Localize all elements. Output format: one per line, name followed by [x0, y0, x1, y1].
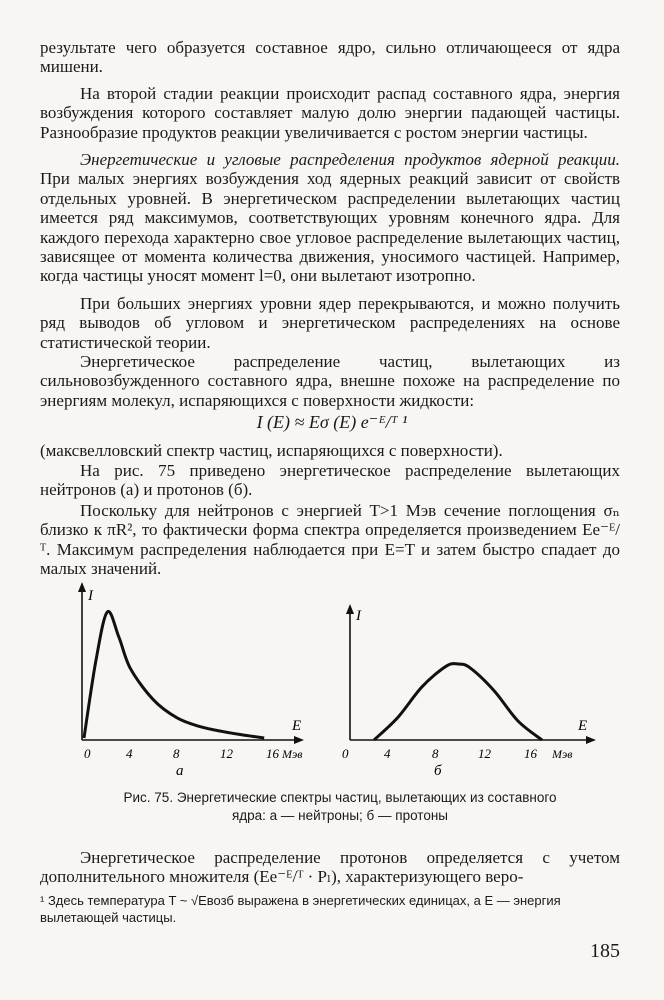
right-y-arrow: [346, 604, 354, 614]
proton-spectrum-curve: [374, 664, 542, 740]
paragraph-9: Энергетическое распределение протонов определяется с учетом дополнительного множителя (Ee⁻ᴱ/ᵀ · Pₗ), характеризующего веро-: [40, 848, 620, 887]
left-xlabel: E: [292, 718, 302, 734]
right-xlabel: E: [578, 718, 588, 734]
left-y-arrow: [78, 582, 86, 592]
paragraph-1: результате чего образуется составное ядро, сильно отличающееся от ядра мишени.: [40, 38, 620, 77]
right-ylabel: I: [356, 608, 361, 624]
paragraph-6: (максвелловский спектр частиц, испаряющихся с поверхности).: [40, 441, 503, 460]
page-number: 185: [590, 940, 620, 962]
right-tick-4: 16: [524, 746, 537, 761]
right-tick-0: 0: [342, 746, 349, 761]
paragraph-4: При больших энергиях уровни ядер перекрываются, и можно получить ряд выводов об угловом и энергетическом распределениях на основе статистической теории.: [40, 294, 620, 352]
left-tick-1: 4: [126, 746, 133, 761]
caption-line-2: ядра: а — нейтроны; б — протоны: [231, 808, 449, 823]
left-x-arrow: [294, 736, 304, 744]
paragraph-5: Энергетическое распределение частиц, вылетающих из сильновозбужденного составного ядра, внешне похоже на распределение по энергиям молекул, испаряющихся с поверхности жидкости:: [40, 352, 620, 410]
paragraph-8: Поскольку для нейтронов с энергией T>1 Мэв сечение поглощения σₙ близко к πR², то фактически форма спектра определяется произведением Ee⁻ᴱ/ᵀ. Максимум распределения наблюдается при E=T и затем быстро спадает до малых значений.: [40, 501, 620, 579]
neutron-spectrum-curve: [84, 611, 264, 738]
right-sublabel: б: [434, 763, 442, 779]
right-tick-1: 4: [384, 746, 391, 761]
neutron-chart: [78, 582, 304, 779]
proton-chart: [342, 604, 596, 779]
caption-line-1: Рис. 75. Энергетические спектры частиц, вылетающих из составного: [123, 790, 557, 805]
right-tick-2: 8: [432, 746, 439, 761]
left-tick-2: 8: [173, 746, 180, 761]
figure-caption: [70, 789, 610, 825]
left-tick-0: 0: [84, 746, 91, 761]
energy-spectra-figure: [60, 580, 620, 790]
footnote: ¹ Здесь температура T ~ √Eвозб выражена в энергетических единицах, а E — энергия вылетающей частицы.: [40, 893, 561, 925]
right-tick-3: 12: [478, 746, 491, 761]
left-ylabel: I: [88, 588, 93, 604]
left-tick-3: 12: [220, 746, 233, 761]
paragraph-3: [40, 150, 620, 286]
section-heading: Энергетические и угловые распределения продуктов ядерной реакции.: [80, 150, 620, 169]
paragraph-2: На второй стадии реакции происходит распад составного ядра, энергия возбуждения которого составляет малую долю энергии падающей частицы. Разнообразие продуктов реакции увеличивается с ростом энергии частицы.: [40, 84, 620, 142]
formula: I (E) ≈ Eσ (E) e⁻ᴱ/ᵀ ¹: [256, 412, 408, 432]
paragraph-3-body: При малых энергиях возбуждения ход ядерных реакций зависит от свойств отдельных уровней. В энергетическом распределении вылетающих частиц имеется ряд максимумов, соответствующих уровням конечного ядра. Для каждого перехода характерно свое угловое распределение вылетающих частиц, зависящее от момента количества движения, уносимого частицей. Например, когда частицы уносят момент l=0, они вылетают изотропно.: [40, 169, 620, 286]
left-tick-4: 16: [266, 746, 279, 761]
right-x-arrow: [586, 736, 596, 744]
left-unit: Мэв: [282, 747, 303, 761]
paragraph-7: На рис. 75 приведено энергетическое распределение вылетающих нейтронов (а) и протонов (б).: [40, 461, 620, 500]
right-unit: Мэв: [552, 747, 573, 761]
left-sublabel: а: [176, 763, 184, 779]
